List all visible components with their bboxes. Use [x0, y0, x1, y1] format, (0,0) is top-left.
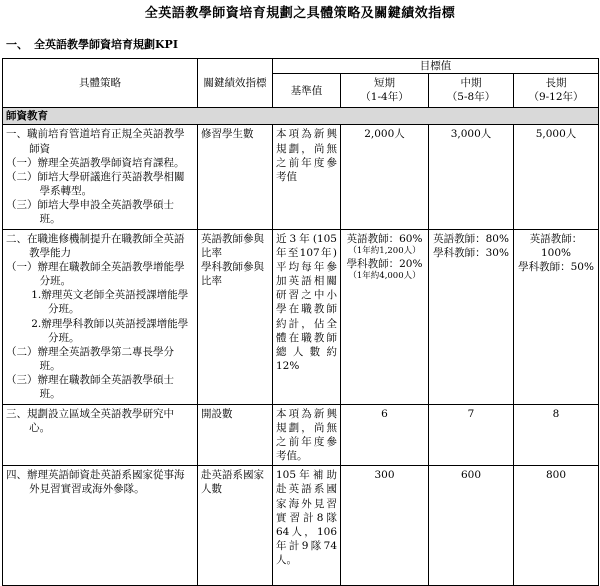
long-target-line: 英語教師：100% — [529, 232, 583, 259]
short-target-cell — [341, 404, 429, 466]
mid-target-cell — [429, 466, 514, 586]
header-long — [514, 74, 599, 108]
baseline-cell: 近3年(105年至107年)平均每年參加英語相關研習之中小學在職教師約計，佔全體在職教師總人數約12% — [273, 229, 341, 404]
kpi-line: 英語教師參與比率 — [201, 232, 264, 259]
strategy-cell — [3, 466, 198, 586]
baseline-cell: 本項為新興規劃，尚無之前年度參考值 — [273, 125, 341, 229]
section-label: 全英語教學師資培育規劃KPI — [34, 38, 178, 51]
short-target-line: 英語教師：60% — [346, 232, 423, 245]
document-title: 全英語教學師資培育規劃之具體策略及關鍵績效指標 — [144, 6, 456, 21]
mid-target-line: 英語教師：80% — [433, 232, 509, 245]
mid-target-cell — [429, 404, 514, 466]
long-target-line: 800 — [545, 469, 567, 482]
long-target-cell — [514, 466, 599, 586]
header-long-range: （9-12年） — [528, 90, 584, 103]
short-target-line: 2,000人 — [364, 128, 405, 141]
short-target-line: 學科教師：20% — [346, 258, 423, 271]
table-row — [3, 466, 599, 586]
long-target-line: 5,000人 — [535, 128, 577, 141]
kpi-line: 開設數 — [201, 407, 233, 420]
kpi-line: 學科教師參與比率 — [201, 260, 264, 288]
short-target-cell — [341, 466, 429, 586]
section-heading — [6, 38, 178, 53]
strategy-line: 2.辦理學科教師以英語授課增能學分班。 — [31, 317, 189, 344]
strategy-line: 一、職前培育管道培育正規全英語教學師資 — [6, 128, 185, 155]
short-target-note: （1年約1,200人） — [348, 245, 421, 256]
long-target-line: 8 — [552, 407, 560, 420]
kpi-table — [2, 58, 599, 586]
short-target-note: （1年約4,000人） — [348, 271, 421, 282]
header-mid-label: 中期 — [460, 77, 482, 90]
kpi-line: 赴英語系國家人數 — [201, 469, 264, 496]
header-long-label: 長期 — [545, 77, 567, 90]
header-mid — [429, 74, 514, 108]
mid-target-line: 3,000人 — [450, 128, 492, 141]
strategy-cell — [3, 229, 198, 404]
kpi-line: 修習學生數 — [201, 128, 254, 141]
strategy-cell — [3, 404, 198, 466]
short-target-cell — [341, 125, 429, 229]
table-row — [3, 229, 599, 404]
section-number: 一、 — [6, 38, 28, 51]
mid-target-line: 學科教師：30% — [433, 246, 509, 259]
strategy-line: 二、在職進修機制提升在職教師全英語教學能力 — [6, 232, 185, 259]
kpi-cell — [198, 404, 273, 466]
strategy-line: 四、辦理英語師資赴英語系國家從事海外見習實習或海外參隊。 — [6, 469, 185, 496]
long-target-cell — [514, 404, 599, 466]
header-target: 目標值 — [273, 59, 599, 74]
kpi-cell — [198, 125, 273, 229]
table-row — [3, 125, 599, 229]
header-short — [341, 74, 429, 108]
baseline-cell: 本項為新興規劃，尚無之前年度參考值。 — [273, 404, 341, 466]
long-target-cell — [514, 125, 599, 229]
strategy-line: 三、規劃設立區域全英語教學研究中心。 — [6, 407, 174, 434]
header-short-label: 短期 — [374, 77, 395, 90]
category-row — [3, 108, 599, 125]
strategy-line: （一）辦理全英語教學師資培育課程。 — [6, 156, 185, 169]
long-target-line: 學科教師：50% — [518, 260, 594, 273]
long-target-cell — [514, 229, 599, 404]
strategy-line: （二）辦理全英語教學第二專長學分班。 — [6, 345, 174, 373]
header-strategy: 具體策略 — [3, 59, 198, 108]
header-baseline: 基準值 — [273, 74, 341, 108]
mid-target-cell — [429, 229, 514, 404]
mid-target-line: 7 — [467, 407, 475, 420]
strategy-line: （二）師培大學研議進行英語教學相關學系轉型。 — [6, 170, 185, 198]
header-mid-range: （5-8年） — [446, 90, 496, 103]
mid-target-cell — [429, 125, 514, 229]
strategy-cell — [3, 125, 198, 229]
header-short-range: （1-4年） — [360, 90, 409, 103]
header-kpi: 關鍵績效指標 — [198, 59, 273, 108]
table-row — [3, 404, 599, 466]
baseline-cell: 105年補助赴英語系國家海外見習實習計8隊64人，106年計9隊74人。 — [273, 466, 341, 586]
header-row-top — [3, 59, 599, 74]
strategy-line: （三）師培大學申設全英語教學碩士班。 — [6, 199, 174, 226]
short-target-cell — [341, 229, 429, 404]
strategy-line: 1.辦理英文老師全英語授課增能學分班。 — [31, 289, 189, 316]
strategy-line: （一）辦理在職教師全英語教學增能學分班。 — [6, 260, 185, 288]
strategy-line: （三）辦理在職教師全英語教學碩士班。 — [6, 374, 174, 401]
mid-target-line: 600 — [460, 469, 482, 482]
short-target-line: 300 — [374, 469, 395, 482]
category-label: 師資教育 — [3, 108, 599, 125]
kpi-cell — [198, 466, 273, 586]
short-target-line: 6 — [381, 407, 388, 420]
kpi-cell — [198, 229, 273, 404]
